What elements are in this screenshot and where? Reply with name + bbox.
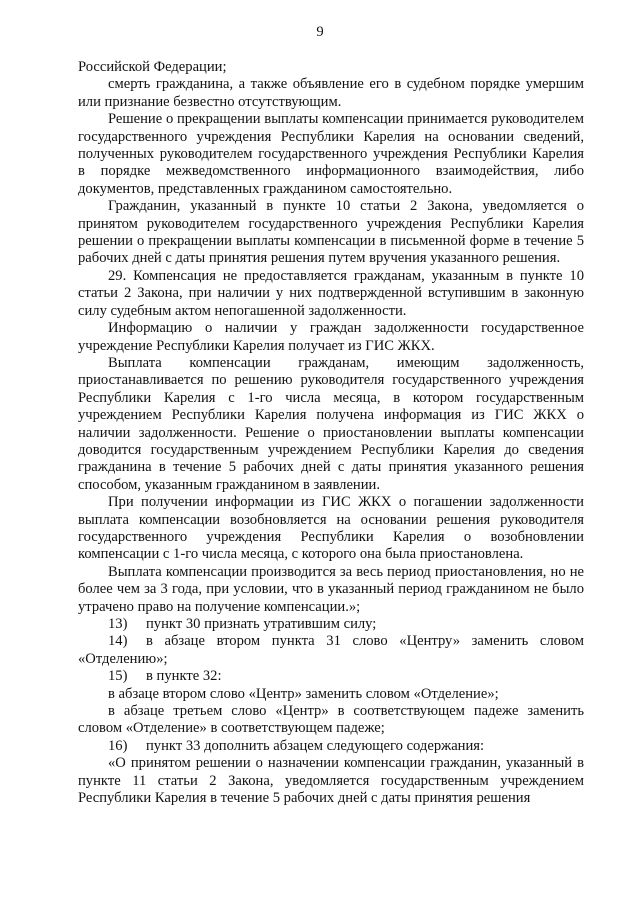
document-body xyxy=(78,59,584,807)
list-item-text: пункт 30 признать утратившим силу; xyxy=(146,616,377,632)
list-item xyxy=(78,668,584,685)
list-item-text: пункт 33 дополнить абзацем следующего содержания: xyxy=(146,737,485,754)
list-item-number: 16) xyxy=(108,737,128,754)
paragraph: 29. Компенсация не предоставляется гражданам, указанным в пункте 10 статьи 2 Закона, при наличии у них подтвержденной вступившим в законную силу судебным актом непогашенной задолженности. xyxy=(78,267,584,319)
paragraph: в абзаце втором слово «Центр» заменить словом «Отделение»; xyxy=(108,685,499,702)
paragraph: в абзаце третьем слово «Центр» в соответствующем падеже заменить словом «Отделение» в соответствующем падеже; xyxy=(78,703,584,737)
paragraph: Российской Федерации; xyxy=(78,59,227,75)
paragraph: Гражданин, указанный в пункте 10 статьи 2 Закона, уведомляется о принятом руководителем государственного учреждения Республики Карелия решении о прекращении выплаты компенсации в письменной форме в течение 5 рабочих дней с даты принятия решения путем вручения указанного решения. xyxy=(78,198,584,267)
list-item-text: в абзаце втором пункта 31 слово «Центру» заменить словом «Отделению»; xyxy=(78,633,584,667)
paragraph: «О принятом решении о назначении компенсации гражданин, указанный в пункте 11 статьи 2 Закона, уведомляется государственным учреждением Республики Карелия в течение 5 рабочих дней с даты принятия решения xyxy=(78,755,584,807)
paragraph: Решение о прекращении выплаты компенсации принимается руководителем государственного учреждения Республики Карелия на основании сведений, полученных руководителем государственного учреждения Республики Карелия в порядке межведомственного информационного взаимодействия, либо документов, представленных гражданином самостоятельно. xyxy=(78,111,584,197)
list-item-number: 15) xyxy=(108,668,128,685)
paragraph: Информацию о наличии у граждан задолженности государственное учреждение Республики Карелия получает из ГИС ЖКХ. xyxy=(78,320,584,354)
paragraph: При получении информации из ГИС ЖКХ о погашении задолженности выплата компенсации возобновляется на основании решения руководителя государственного учреждения Республики Карелия о возобновлении компенсации с 1-го числа месяца, с которого она была приостановлена. xyxy=(78,494,584,563)
paragraph: Выплата компенсации гражданам, имеющим задолженность, приостанавливается по решению руководителя государственного учреждения Республики Карелия с 1-го числа месяца, в котором государственным учреждением Республики Карелия получена информация из ГИС ЖКХ о наличии задолженности. Решение о приостановлении выплаты компенсации доводится государственным учреждением Республики Карелия до сведения гражданина в течение 5 рабочих дней с даты принятия указанного решения способом, указанным гражданином в заявлении. xyxy=(78,354,584,493)
list-item xyxy=(78,738,584,755)
paragraph: Выплата компенсации производится за весь период приостановления, но не более чем за 3 года, при условии, что в указанный период гражданином не было утрачено право на получение компенсации.»; xyxy=(78,563,584,615)
page-number: 9 xyxy=(316,24,324,40)
list-item-number: 14) xyxy=(108,633,128,650)
list-item-number: 13) xyxy=(108,616,128,632)
paragraph: смерть гражданина, а также объявление его в судебном порядке умершим или признание безвестно отсутствующим. xyxy=(78,76,584,110)
list-item-text: в пункте 32: xyxy=(146,668,222,685)
list-item xyxy=(78,616,584,633)
list-item xyxy=(78,633,584,668)
